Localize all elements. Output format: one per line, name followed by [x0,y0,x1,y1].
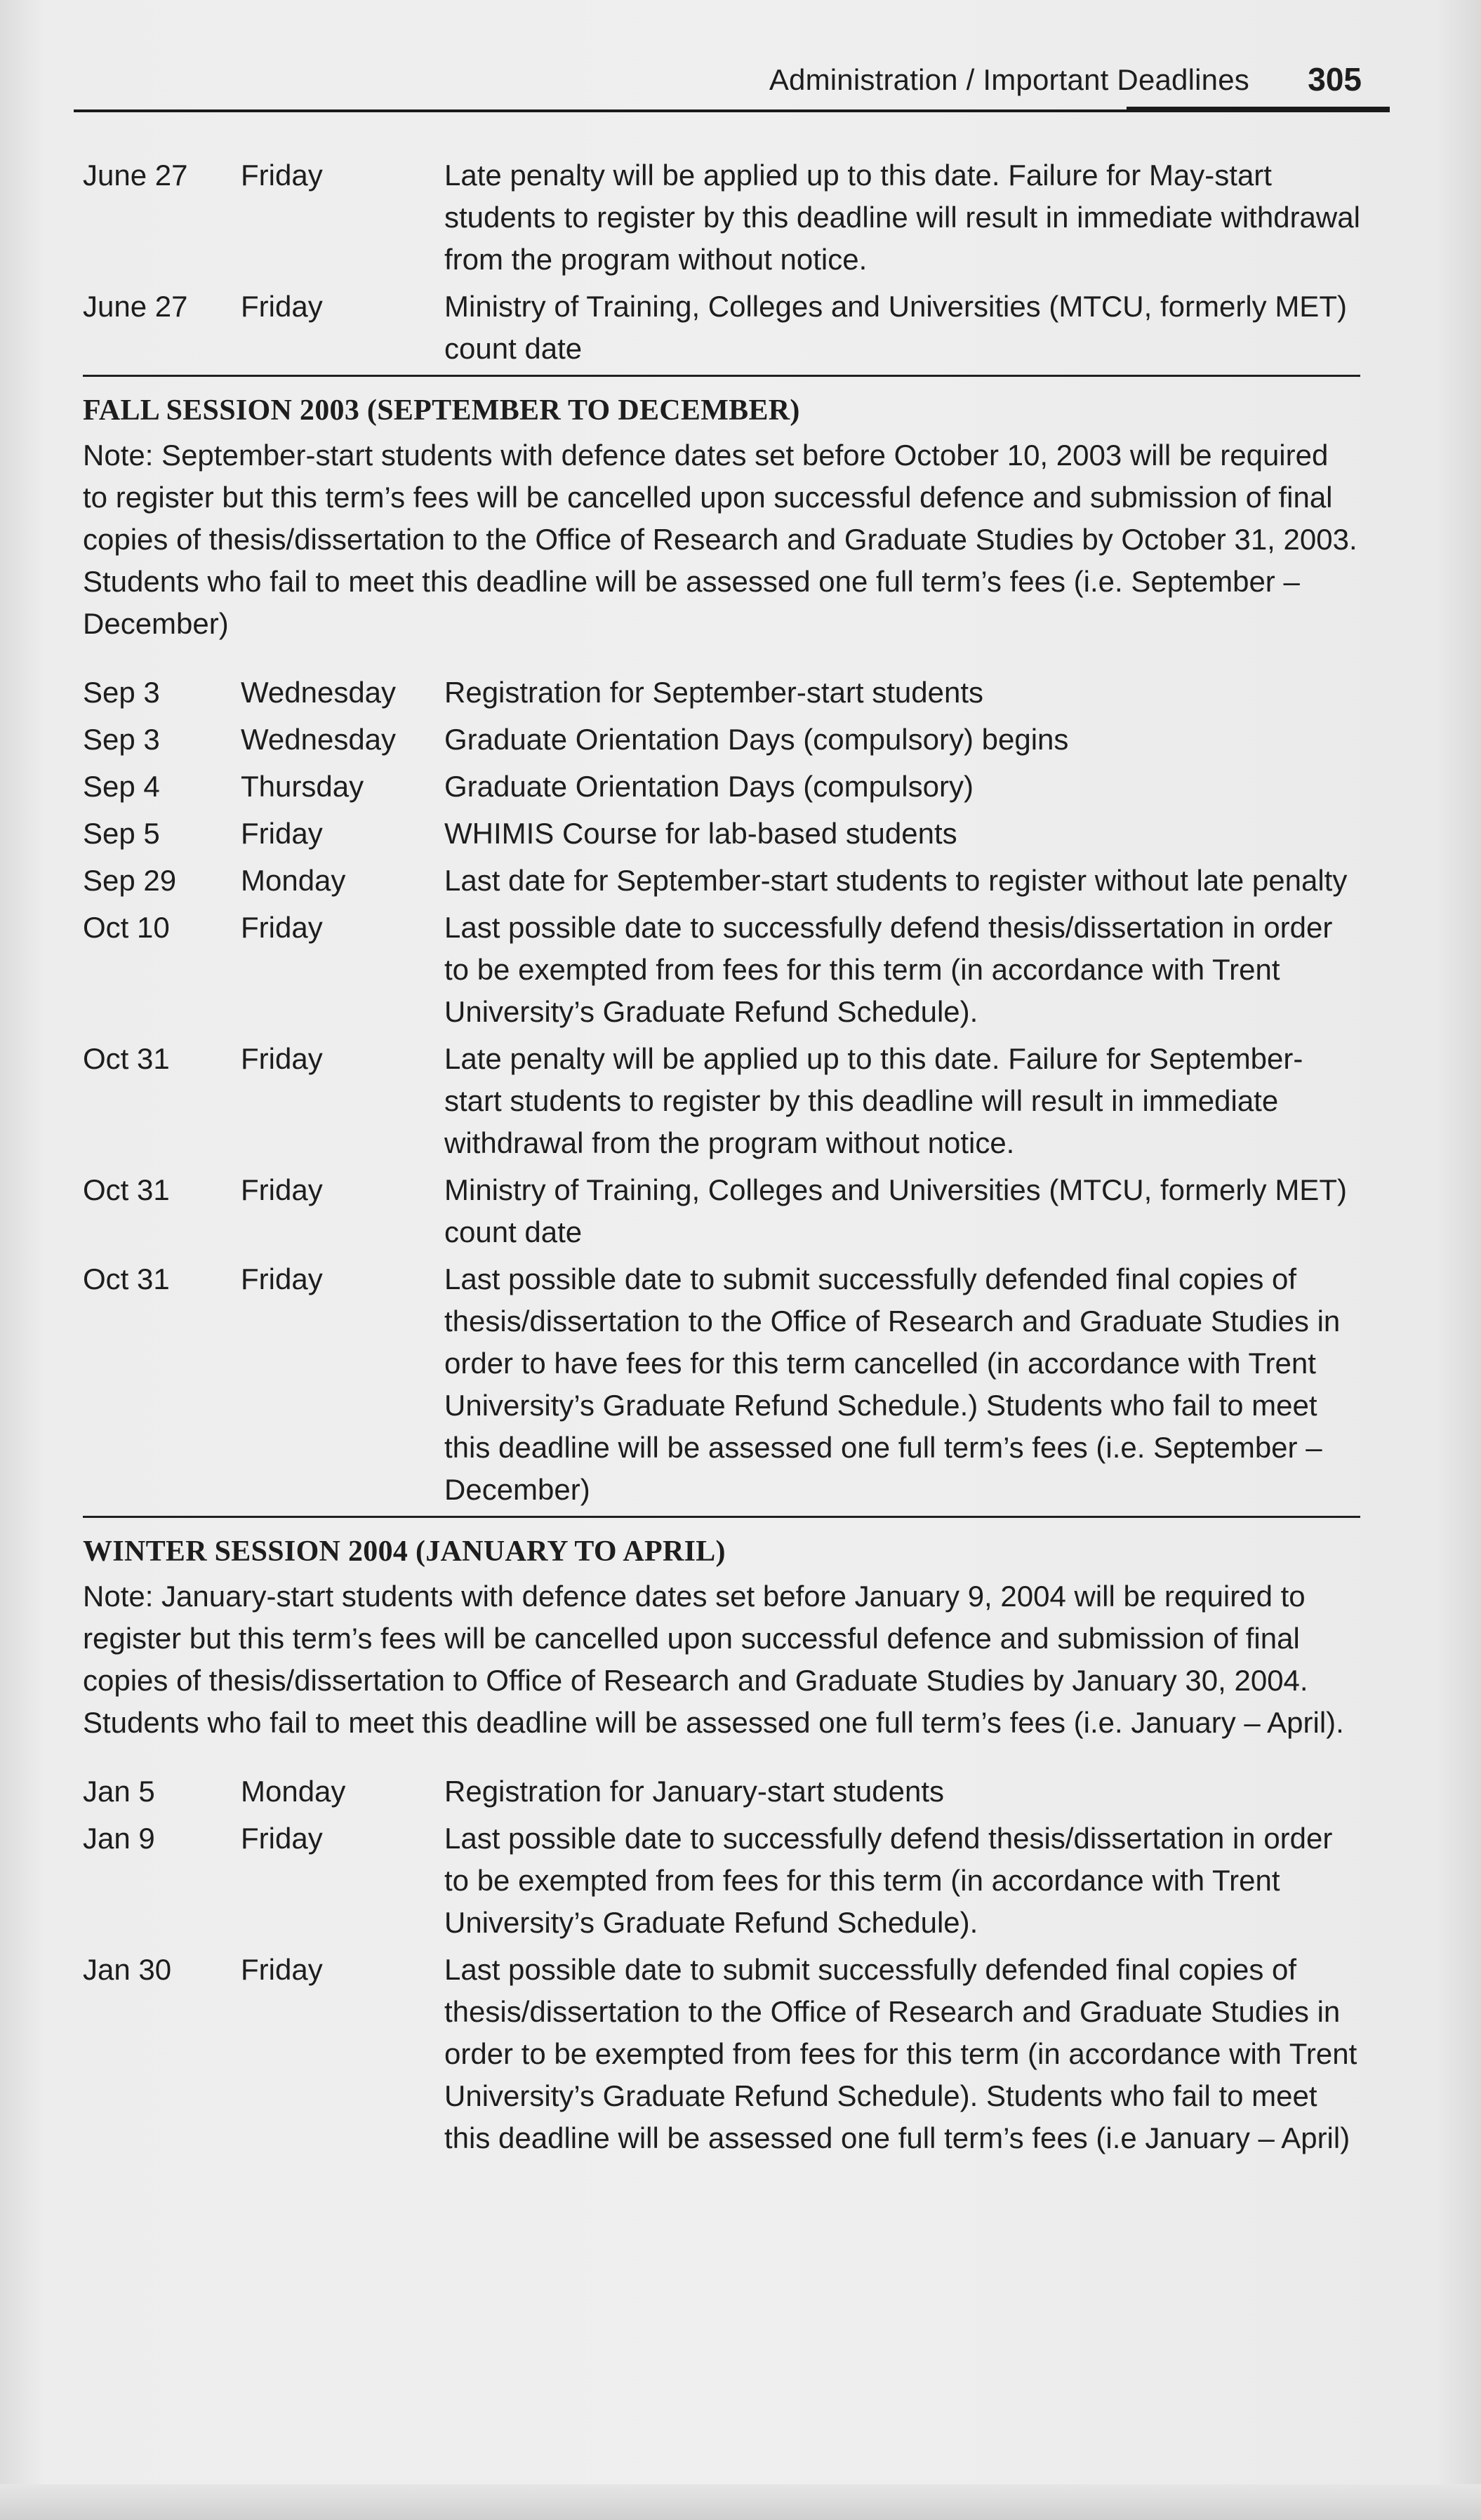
entry-description: WHIMIS Course for lab-based students [444,817,957,850]
entry-date: Oct 31 [83,1042,170,1075]
deadline-entry [83,766,1402,808]
entry-description: Registration for September-start students [444,676,984,709]
page-content [83,154,1402,2164]
entry-date: Jan 9 [83,1822,155,1855]
page-bottom-edge [0,2484,1481,2520]
intro-entries [83,154,1402,370]
entry-description: Last possible date to submit successfully defended final copies of thesis/dissertation to the Office of Research and Graduate Studies in order to have fees for this term cancelled (in accordance with Trent University’s Graduate Refund Schedule.) Students who fail to meet this deadline will be assessed one full term’s fees (i.e. September – December) [444,1262,1341,1506]
entry-description: Ministry of Training, Colleges and Universities (MTCU, formerly MET) count date [444,1173,1347,1248]
entry-day: Friday [241,1173,323,1206]
entry-date: Sep 4 [83,770,160,803]
entry-day: Friday [241,1822,323,1855]
entry-date: June 27 [83,290,188,323]
entry-description: Graduate Orientation Days (compulsory) [444,770,974,803]
fall-session-heading: FALL SESSION 2003 (SEPTEMBER TO DECEMBER) [83,394,800,427]
section-divider [83,375,1360,377]
winter-session [83,1531,1402,2159]
entry-day: Friday [241,290,323,323]
entry-date: Sep 29 [83,864,177,897]
entry-day: Friday [241,1262,323,1295]
page-header [74,55,1390,118]
running-title: Administration / Important Deadlines [769,63,1249,96]
deadline-entry [83,1949,1402,2159]
entry-day: Wednesday [241,676,397,709]
entry-date: Jan 5 [83,1775,155,1808]
entry-date: Sep 3 [83,723,160,756]
winter-session-note: Note: January-start students with defence dates set before January 9, 2004 will be required to register but this term’s fees will be cancelled upon successful defence and submission of final copies of thesis/dissertation to Office of Research and Graduate Studies by January 30, 2004. Students who fail to meet this deadline will be assessed one full term’s fees (i.e. January – April). [83,1580,1344,1739]
deadline-entry [83,907,1402,1033]
entry-date: Jan 30 [83,1953,172,1986]
winter-session-heading: WINTER SESSION 2004 (JANUARY TO APRIL) [83,1535,726,1568]
entry-day: Monday [241,1775,346,1808]
entry-day: Thursday [241,770,364,803]
entry-description: Last possible date to submit successfully defended final copies of thesis/dissertation to the Office of Research and Graduate Studies in order to be exempted from fees for this term (in accordance with Trent University’s Graduate Refund Schedule). Students who fail to meet this deadline will be assessed one full term’s fees (i.e January – April) [444,1953,1357,2154]
entry-description: Late penalty will be applied up to this date. Failure for September-start students to register by this deadline will result in immediate withdrawal from the program without notice. [444,1042,1303,1159]
entry-date: Oct 31 [83,1173,170,1206]
header-rule-accent [74,107,1390,112]
deadline-entry [83,719,1402,761]
entry-day: Friday [241,911,323,944]
deadline-entry [83,813,1402,855]
entry-description: Last possible date to successfully defend thesis/dissertation in order to be exempted from fees for this term (in accordance with Trent University’s Graduate Refund Schedule). [444,1822,1333,1939]
entry-day: Friday [241,817,323,850]
entry-description: Ministry of Training, Colleges and Universities (MTCU, formerly MET) count date [444,290,1347,365]
fall-session [83,389,1402,1511]
entry-date: June 27 [83,159,188,192]
entry-day: Friday [241,1953,323,1986]
entry-day: Friday [241,1042,323,1075]
entry-description: Graduate Orientation Days (compulsory) begins [444,723,1069,756]
deadline-entry [83,1771,1402,1813]
entry-date: Sep 5 [83,817,160,850]
deadline-entry [83,1169,1402,1253]
entry-description: Last date for September-start students to register without late penalty [444,864,1348,897]
entry-date: Oct 31 [83,1262,170,1295]
section-divider [83,1516,1360,1518]
deadline-entry [83,286,1402,370]
entry-description: Registration for January-start students [444,1775,944,1808]
entry-date: Oct 10 [83,911,170,944]
deadline-entry [83,860,1402,902]
entry-date: Sep 3 [83,676,160,709]
deadline-entry [83,1818,1402,1944]
entry-day: Monday [241,864,346,897]
deadline-entry [83,1038,1402,1164]
page-number: 305 [1308,61,1362,98]
deadline-entry [83,1258,1402,1511]
entry-day: Friday [241,159,323,192]
entry-description: Late penalty will be applied up to this date. Failure for May-start students to register by this deadline will result in immediate withdrawal from the program without notice. [444,159,1360,276]
deadline-entry [83,154,1402,281]
deadline-entry [83,672,1402,714]
entry-description: Last possible date to successfully defend thesis/dissertation in order to be exempted from fees for this term (in accordance with Trent University’s Graduate Refund Schedule). [444,911,1333,1028]
entry-day: Wednesday [241,723,397,756]
fall-session-note: Note: September-start students with defence dates set before October 10, 2003 will be required to register but this term’s fees will be cancelled upon successful defence and submission of final copies of thesis/dissertation to the Office of Research and Graduate Studies by October 31, 2003. Students who fail to meet this deadline will be assessed one full term’s fees (i.e. September – December) [83,439,1357,640]
